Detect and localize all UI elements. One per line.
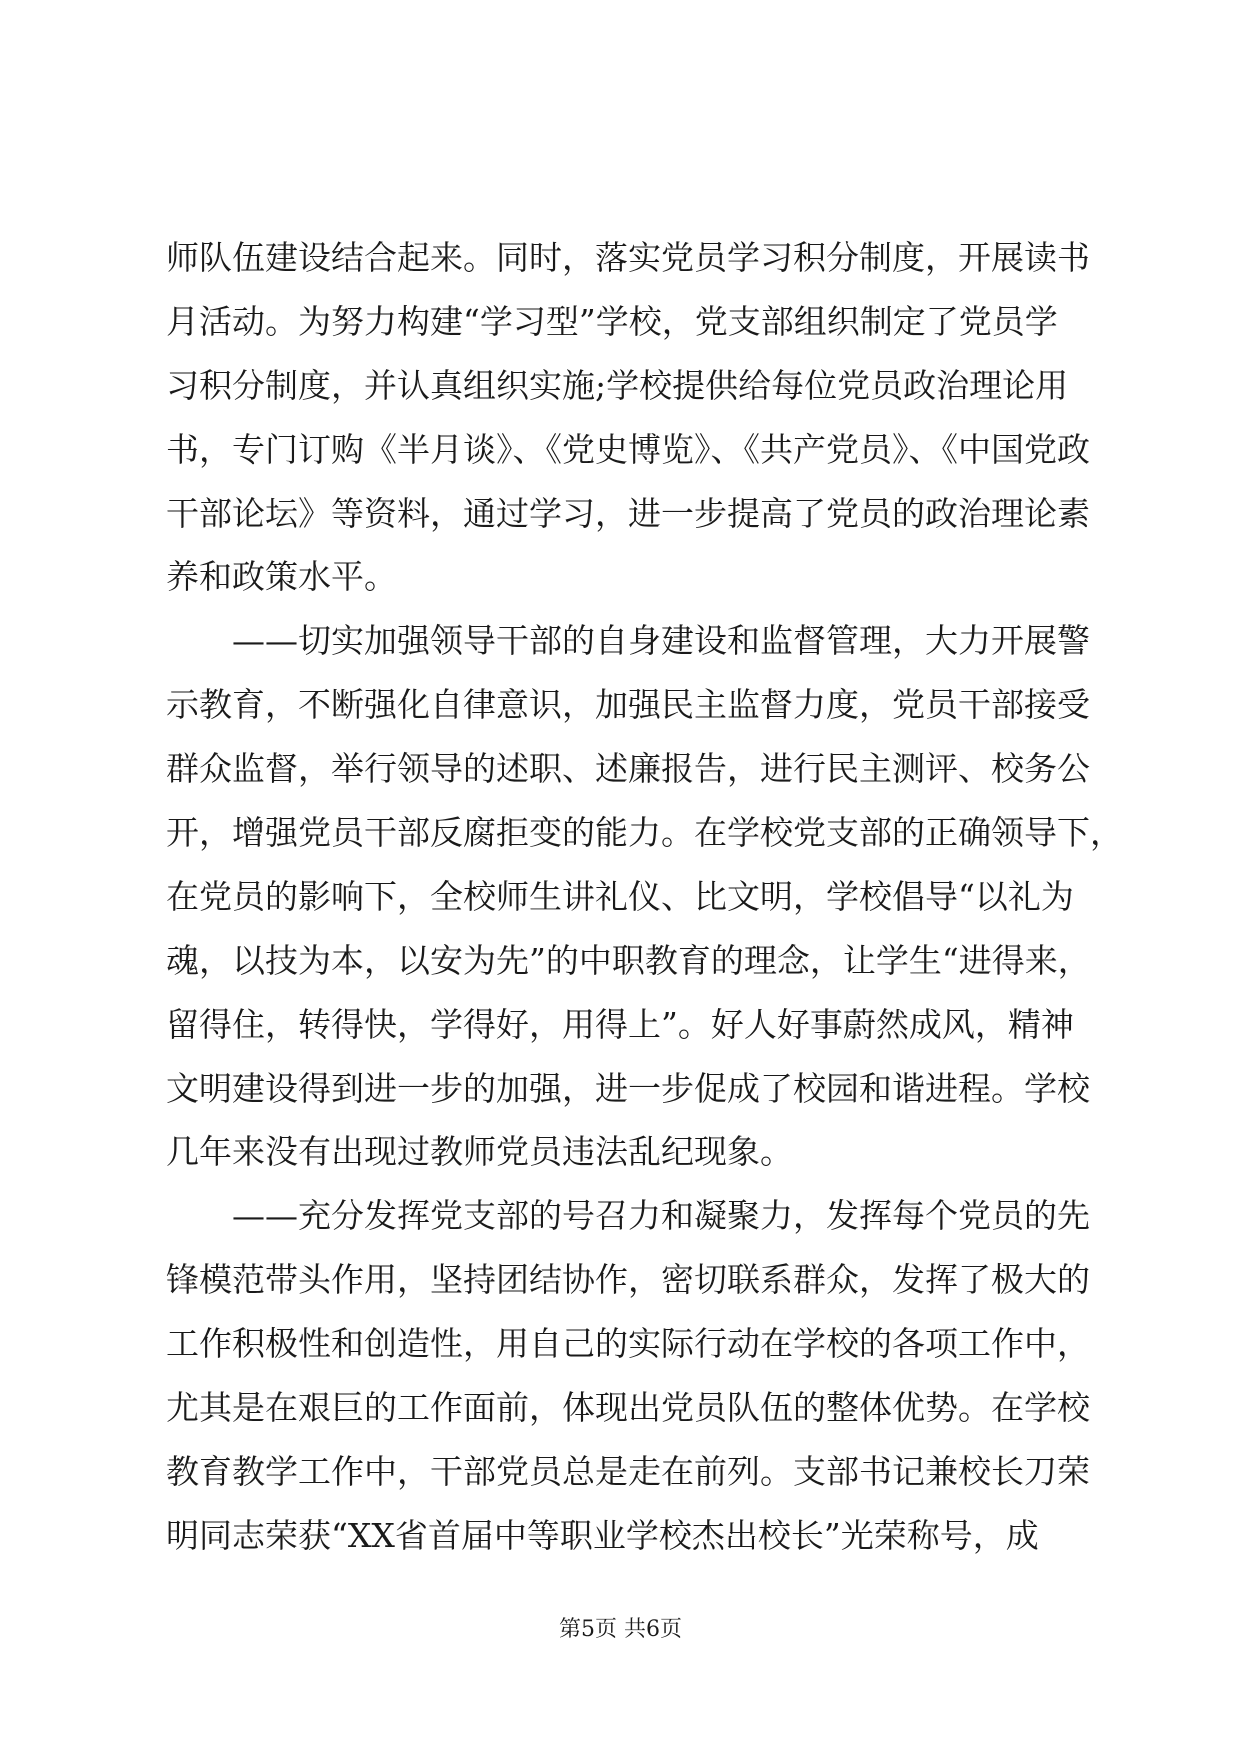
page-number-footer: 第5页 共6页 <box>559 1617 682 1642</box>
text-line: 文明建设得到进一步的加强，进一步促成了校园和谐进程。学校 <box>166 1068 1090 1108</box>
text-line: 工作积极性和创造性，用自己的实际行动在学校的各项工作中， <box>166 1324 1090 1364</box>
text-line: 魂，以技为本，以安为先”的中职教育的理念，让学生“进得来， <box>166 940 1091 980</box>
text-line: 习积分制度，并认真组织实施;学校提供给每位党员政治理论用 <box>166 365 1069 405</box>
text-line: 月活动。为努力构建“学习型”学校，党支部组织制定了党员学 <box>166 301 1058 341</box>
text-line: 群众监督，举行领导的述职、述廉报告，进行民主测评、校务公 <box>166 749 1090 789</box>
text-line: 留得住，转得快，学得好，用得上”。好人好事蔚然成风，精神 <box>166 1004 1074 1044</box>
text-line: 养和政策水平。 <box>166 557 397 597</box>
text-line: 明同志荣获“XX省首届中等职业学校杰出校长”光荣称号，成 <box>166 1515 1039 1555</box>
text-line: ——充分发挥党支部的号召力和凝聚力，发挥每个党员的先 <box>166 1196 1090 1236</box>
text-line: 师队伍建设结合起来。同时，落实党员学习积分制度，开展读书 <box>166 238 1090 277</box>
text-line: 锋模范带头作用，坚持团结协作，密切联系群众，发挥了极大的 <box>166 1260 1090 1300</box>
text-line: 尤其是在艰巨的工作面前，体现出党员队伍的整体优势。在学校 <box>166 1388 1090 1428</box>
document-body <box>166 226 1123 1568</box>
text-line: ——切实加强领导干部的自身建设和监督管理，大力开展警 <box>166 621 1090 661</box>
text-line: 书，专门订购《半月谈》、《党史博览》、《共产党员》、《中国党政 <box>166 429 1090 469</box>
text-line: 开，增强党员干部反腐拒变的能力。在学校党支部的正确领导下， <box>166 813 1123 853</box>
text-line: 几年来没有出现过教师党员违法乱纪现象。 <box>166 1132 793 1172</box>
text-line: 干部论坛》等资料，通过学习，进一步提高了党员的政治理论素 <box>166 493 1090 533</box>
text-line: 示教育，不断强化自律意识，加强民主监督力度，党员干部接受 <box>166 685 1090 725</box>
text-line: 在党员的影响下，全校师生讲礼仪、比文明，学校倡导“以礼为 <box>166 876 1074 916</box>
text-line: 教育教学工作中，干部党员总是走在前列。支部书记兼校长刀荣 <box>166 1451 1090 1491</box>
